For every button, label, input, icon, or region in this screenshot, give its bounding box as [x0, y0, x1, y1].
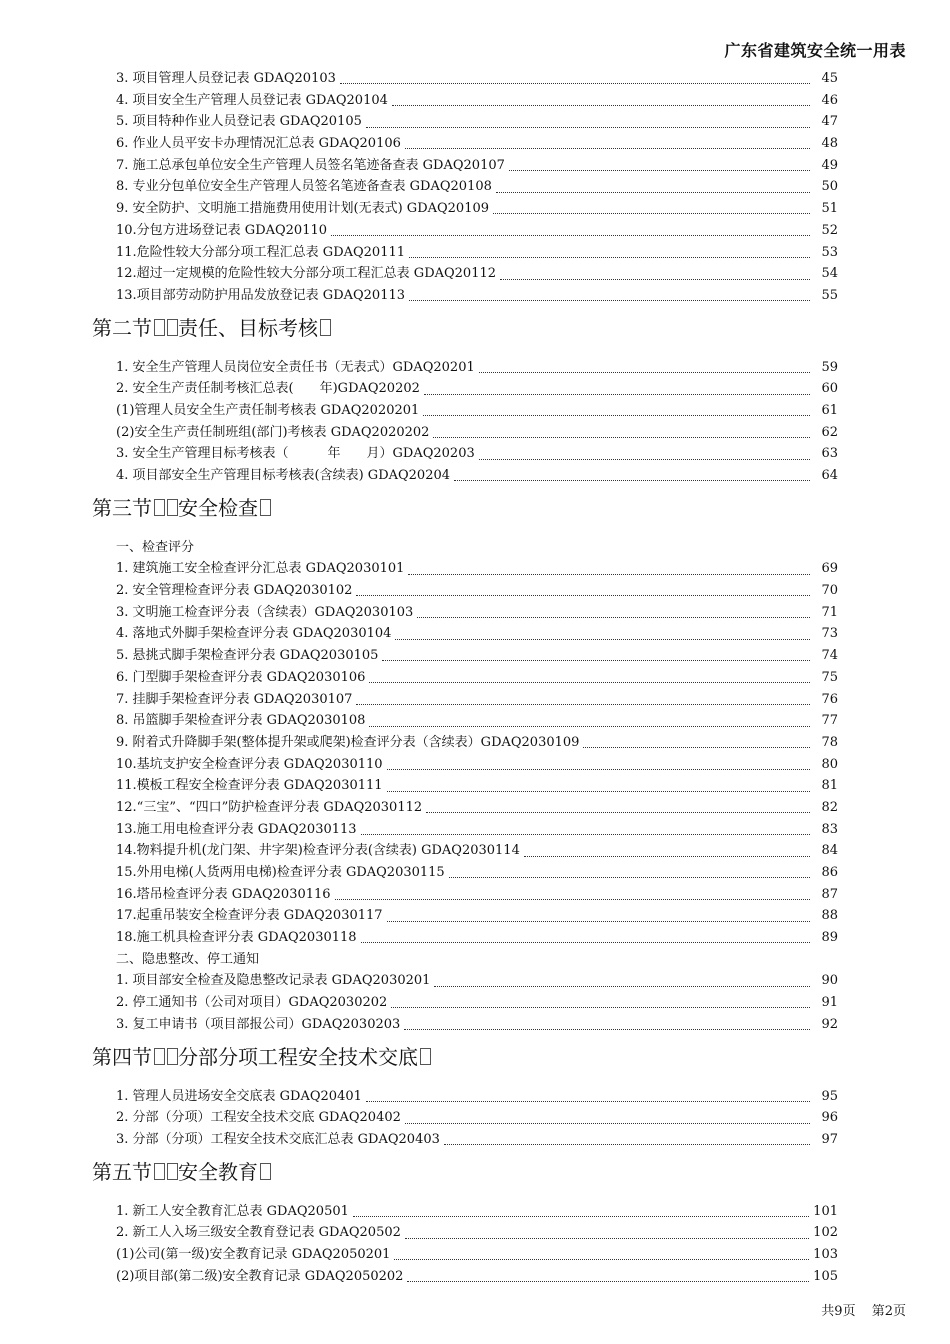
toc-entry-label: 2. 安全生产责任制考核汇总表( 年)GDAQ20202 — [116, 381, 420, 397]
toc-entry-page: 89 — [821, 930, 838, 946]
missing-glyph-box — [154, 1163, 165, 1180]
toc-entry-label: 5. 项目特种作业人员登记表 GDAQ20105 — [116, 114, 362, 130]
toc-entry — [0, 558, 950, 580]
toc-leader-dots — [361, 822, 810, 835]
toc-entry-label: (2)项目部(第二级)安全教育记录 GDAQ2050202 — [116, 1268, 404, 1284]
missing-glyph-box — [260, 1163, 271, 1180]
missing-glyph-box — [167, 1048, 178, 1065]
toc-leader-dots — [423, 403, 810, 416]
toc-leader-dots — [417, 605, 810, 618]
toc-leader-dots — [331, 223, 810, 236]
toc-entry — [0, 732, 950, 754]
missing-glyph-box — [420, 1048, 431, 1065]
toc-entry-page: 103 — [813, 1246, 838, 1262]
toc-leader-dots — [408, 562, 810, 575]
section-heading — [0, 1155, 950, 1189]
toc-leader-dots — [394, 1247, 809, 1260]
toc-entry-page: 61 — [821, 402, 838, 418]
missing-glyph-box — [320, 319, 331, 336]
section-heading — [0, 311, 950, 345]
toc-entry — [0, 198, 950, 220]
toc-entry — [0, 90, 950, 112]
missing-glyph-box — [167, 1163, 178, 1180]
toc-entry-label: 1. 管理人员进场安全交底表 GDAQ20401 — [116, 1088, 362, 1104]
toc-leader-dots — [509, 158, 810, 171]
toc-entry-page: 70 — [821, 583, 838, 599]
toc-leader-dots — [454, 468, 810, 481]
toc-entry-label: 15.外用电梯(人货两用电梯)检查评分表 GDAQ2030115 — [116, 865, 445, 880]
toc-leader-dots — [479, 447, 810, 460]
subsection-heading: 二、隐患整改、停工通知 — [116, 951, 260, 967]
page-header-title: 广东省建筑安全统一用表 — [724, 41, 906, 60]
toc-leader-dots — [335, 887, 810, 900]
toc-entry-page: 101 — [813, 1203, 838, 1219]
toc-leader-dots — [409, 288, 810, 301]
toc-entry — [0, 285, 950, 307]
toc-entry-label: 2. 新工人入场三级安全教育登记表 GDAQ20502 — [116, 1225, 401, 1241]
toc-entry — [0, 819, 950, 841]
current-page: 第2页 — [871, 1304, 906, 1319]
toc-entry-page: 47 — [821, 114, 838, 130]
toc-entry-page: 50 — [821, 179, 838, 195]
toc-entry-label: 11.模板工程安全检查评分表 GDAQ2030111 — [116, 778, 383, 794]
toc-entry — [0, 645, 950, 667]
toc-entry-page: 46 — [821, 92, 838, 108]
toc-leader-dots — [444, 1132, 810, 1145]
section-title: 责任、目标考核 — [178, 315, 318, 340]
toc-entry-page: 60 — [821, 381, 838, 397]
toc-entry-label: 1. 项目部安全检查及隐患整改记录表 GDAQ2030201 — [116, 973, 431, 989]
toc-entry — [0, 905, 950, 927]
toc-entry-label: 13.施工用电检查评分表 GDAQ2030113 — [116, 821, 357, 837]
toc-entry-page: 64 — [821, 468, 838, 483]
toc-entry — [0, 840, 950, 862]
toc-leader-dots — [449, 865, 810, 878]
toc-entry — [0, 111, 950, 133]
toc-leader-dots — [353, 1204, 809, 1217]
toc-leader-dots — [395, 627, 810, 640]
toc-leader-dots — [366, 115, 810, 128]
section-heading — [0, 1040, 950, 1074]
toc-leader-dots — [340, 71, 810, 84]
section-number: 第二节 — [92, 315, 152, 340]
toc-entry — [0, 422, 950, 444]
toc-entry-page: 49 — [821, 157, 838, 173]
toc-entry-page: 86 — [821, 865, 838, 880]
toc-leader-dots — [391, 995, 810, 1008]
toc-entry-page: 88 — [821, 908, 838, 924]
toc-entry-label: 7. 施工总承包单位安全生产管理人员签名笔迹备查表 GDAQ20107 — [116, 157, 505, 173]
toc-entry-page: 96 — [821, 1110, 838, 1126]
toc-entry-page: 52 — [821, 222, 838, 238]
toc-leader-dots — [356, 692, 810, 705]
missing-glyph-box — [154, 499, 165, 516]
toc-entry — [0, 927, 950, 949]
toc-entry-label: 10.基坑支护安全检查评分表 GDAQ2030110 — [116, 756, 383, 772]
toc-leader-dots — [500, 267, 810, 280]
toc-leader-dots — [405, 1226, 809, 1239]
toc-leader-dots — [356, 583, 810, 596]
toc-entry-page: 105 — [813, 1268, 838, 1284]
toc-entry-page: 95 — [821, 1088, 838, 1104]
toc-entry-page: 84 — [821, 843, 838, 859]
toc-entry — [0, 754, 950, 776]
toc-leader-dots — [583, 735, 810, 748]
toc-entry-label: 12.“三宝”、“四口”防护检查评分表 GDAQ2030112 — [116, 799, 423, 815]
toc-entry-page: 71 — [821, 604, 838, 620]
toc-entry-page: 91 — [821, 995, 838, 1011]
missing-glyph-box — [154, 1048, 165, 1065]
toc-entry — [0, 357, 950, 379]
toc-entry-label: 4. 落地式外脚手架检查评分表 GDAQ2030104 — [116, 626, 392, 642]
toc-entry-page: 73 — [821, 626, 838, 642]
toc-leader-dots — [409, 245, 810, 258]
section-number: 第三节 — [92, 495, 152, 520]
section-title: 安全教育 — [178, 1159, 258, 1184]
toc-entry-label: 3. 项目管理人员登记表 GDAQ20103 — [116, 71, 336, 86]
toc-entry-label: (2)安全生产责任制班组(部门)考核表 GDAQ2020202 — [116, 424, 430, 440]
toc-entry-label: 18.施工机具检查评分表 GDAQ2030118 — [116, 930, 357, 946]
toc-leader-dots — [404, 1017, 810, 1030]
toc-entry-page: 90 — [821, 973, 838, 989]
toc-entry-label: 9. 安全防护、文明施工措施费用使用计划(无表式) GDAQ20109 — [116, 201, 490, 217]
toc-entry — [0, 1201, 950, 1223]
toc-leader-dots — [434, 974, 810, 987]
toc-leader-dots — [493, 201, 810, 214]
toc-entry-label: 3. 复工申请书（项目部报公司）GDAQ2030203 — [116, 1016, 401, 1032]
toc-entry-page: 83 — [821, 821, 838, 837]
toc-entry — [0, 992, 950, 1014]
toc-entry-label: 3. 文明施工检查评分表（含续表）GDAQ2030103 — [116, 604, 414, 620]
toc-leader-dots — [524, 844, 810, 857]
toc-entry — [0, 263, 950, 285]
toc-entry-page: 77 — [821, 713, 838, 729]
toc-entry-label: (1)管理人员安全生产责任制考核表 GDAQ2020201 — [116, 402, 420, 418]
toc-entry-page: 55 — [821, 287, 838, 303]
toc-entry-page: 102 — [813, 1225, 838, 1241]
toc-leader-dots — [424, 382, 810, 395]
toc-entry-page: 87 — [821, 886, 838, 902]
toc-entry-label: 2. 停工通知书（公司对项目）GDAQ2030202 — [116, 995, 388, 1011]
toc-entry-label: 17.起重吊装安全检查评分表 GDAQ2030117 — [116, 908, 383, 924]
toc-leader-dots — [387, 779, 810, 792]
total-pages: 共9页 — [821, 1304, 856, 1319]
toc-entry-label: 6. 门型脚手架检查评分表 GDAQ2030106 — [116, 669, 366, 685]
toc-entry-page: 82 — [821, 799, 838, 815]
toc-entry-page: 92 — [821, 1016, 838, 1032]
toc-entry-page: 69 — [821, 561, 838, 577]
toc-entry-page: 59 — [821, 359, 838, 375]
toc-entry — [0, 465, 950, 487]
toc-entry-label: 4. 项目安全生产管理人员登记表 GDAQ20104 — [116, 92, 388, 108]
toc-entry-page: 45 — [821, 71, 838, 86]
toc-entry — [0, 242, 950, 264]
toc-entry-label: 8. 专业分包单位安全生产管理人员签名笔迹备查表 GDAQ20108 — [116, 179, 492, 195]
toc-entry-label: 10.分包方进场登记表 GDAQ20110 — [116, 222, 328, 238]
toc-entry-page: 54 — [821, 266, 838, 282]
toc-leader-dots — [366, 1089, 810, 1102]
toc-entry — [0, 1107, 950, 1129]
toc-entry — [0, 378, 950, 400]
toc-entry-label: 3. 安全生产管理目标考核表（ 年 月）GDAQ20203 — [116, 446, 475, 462]
toc-entry-label: 6. 作业人员平安卡办理情况汇总表 GDAQ20106 — [116, 136, 401, 152]
toc-entry-label: 8. 吊篮脚手架检查评分表 GDAQ2030108 — [116, 713, 366, 729]
toc-entry-page: 78 — [821, 734, 838, 750]
toc-entry — [0, 133, 950, 155]
toc-entry — [0, 689, 950, 711]
toc-entry — [0, 970, 950, 992]
page-footer — [809, 1300, 906, 1319]
toc-entry-label: 5. 悬挑式脚手架检查评分表 GDAQ2030105 — [116, 648, 379, 664]
toc-entry — [0, 797, 950, 819]
toc-leader-dots — [382, 648, 810, 661]
toc-entry-label: 1. 建筑施工安全检查评分汇总表 GDAQ2030101 — [116, 561, 405, 577]
toc-entry — [0, 220, 950, 242]
toc-leader-dots — [361, 930, 810, 943]
missing-glyph-box — [260, 499, 271, 516]
toc-entry-page: 80 — [821, 756, 838, 772]
toc-entry — [0, 1244, 950, 1266]
missing-glyph-box — [167, 319, 178, 336]
section-title: 安全检查 — [178, 495, 258, 520]
toc-entry-page: 51 — [821, 201, 838, 217]
section-number: 第四节 — [92, 1044, 152, 1069]
toc-entry-label: 9. 附着式升降脚手架(整体提升架或爬架)检查评分表（含续表）GDAQ2030109 — [116, 734, 580, 750]
toc-entry — [0, 1129, 950, 1151]
toc-entry-label: 13.项目部劳动防护用品发放登记表 GDAQ20113 — [116, 287, 406, 303]
toc-leader-dots — [433, 425, 810, 438]
toc-entry-label: 14.物料提升机(龙门架、井字架)检查评分表(含续表) GDAQ2030114 — [116, 843, 520, 859]
toc-entry — [0, 862, 950, 884]
toc-entry-page: 76 — [821, 691, 838, 707]
section-heading — [0, 491, 950, 525]
toc-leader-dots — [369, 670, 810, 683]
toc-entry-label: 11.危险性较大分部分项工程汇总表 GDAQ20111 — [116, 244, 406, 260]
toc-entry — [0, 443, 950, 465]
toc-entry — [0, 710, 950, 732]
toc-entry-label: 7. 挂脚手架检查评分表 GDAQ2030107 — [116, 691, 353, 707]
toc-entry — [0, 1266, 950, 1288]
toc-entry-label: 12.超过一定规模的危险性较大分部分项工程汇总表 GDAQ20112 — [116, 266, 497, 282]
toc-leader-dots — [407, 1269, 809, 1282]
toc-entry — [0, 176, 950, 198]
toc-entry — [0, 667, 950, 689]
toc-entry-label: 2. 分部（分项）工程安全技术交底 GDAQ20402 — [116, 1110, 401, 1126]
toc-leader-dots — [426, 800, 810, 813]
section-title: 分部分项工程安全技术交底 — [178, 1044, 418, 1069]
toc-entry-label: 2. 安全管理检查评分表 GDAQ2030102 — [116, 583, 353, 599]
table-of-contents — [0, 68, 950, 1287]
toc-entry — [0, 775, 950, 797]
subsection-heading: 一、检查评分 — [116, 539, 195, 555]
toc-entry-page: 75 — [821, 669, 838, 685]
toc-leader-dots — [479, 360, 810, 373]
toc-entry-label: 3. 分部（分项）工程安全技术交底汇总表 GDAQ20403 — [116, 1131, 440, 1147]
toc-entry — [0, 580, 950, 602]
toc-entry — [0, 1222, 950, 1244]
toc-entry-page: 74 — [821, 648, 838, 664]
toc-entry-page: 53 — [821, 244, 838, 260]
toc-entry — [0, 400, 950, 422]
toc-entry-label: 16.塔吊检查评分表 GDAQ2030116 — [116, 886, 331, 902]
section-number: 第五节 — [92, 1159, 152, 1184]
toc-entry-label: 1. 新工人安全教育汇总表 GDAQ20501 — [116, 1203, 349, 1219]
toc-leader-dots — [387, 757, 810, 770]
toc-entry-page: 81 — [821, 778, 838, 794]
toc-entry — [0, 884, 950, 906]
toc-entry — [0, 1014, 950, 1036]
toc-entry-page: 48 — [821, 136, 838, 152]
toc-entry — [0, 68, 950, 90]
toc-entry-label: 1. 安全生产管理人员岗位安全责任书（无表式）GDAQ20201 — [116, 359, 475, 375]
toc-leader-dots — [387, 909, 810, 922]
toc-leader-dots — [392, 93, 810, 106]
toc-entry — [0, 602, 950, 624]
toc-entry-page: 63 — [821, 446, 838, 462]
toc-entry-label: (1)公司(第一级)安全教育记录 GDAQ2050201 — [116, 1246, 391, 1262]
missing-glyph-box — [154, 319, 165, 336]
toc-leader-dots — [405, 136, 810, 149]
missing-glyph-box — [167, 499, 178, 516]
toc-leader-dots — [496, 180, 810, 193]
toc-entry — [0, 1086, 950, 1108]
toc-leader-dots — [369, 714, 810, 727]
toc-entry — [0, 623, 950, 645]
toc-entry-page: 97 — [821, 1131, 838, 1147]
toc-entry — [0, 155, 950, 177]
toc-entry-page: 62 — [821, 424, 838, 440]
toc-entry-label: 4. 项目部安全生产管理目标考核表(含续表) GDAQ20204 — [116, 468, 451, 483]
toc-leader-dots — [405, 1111, 810, 1124]
